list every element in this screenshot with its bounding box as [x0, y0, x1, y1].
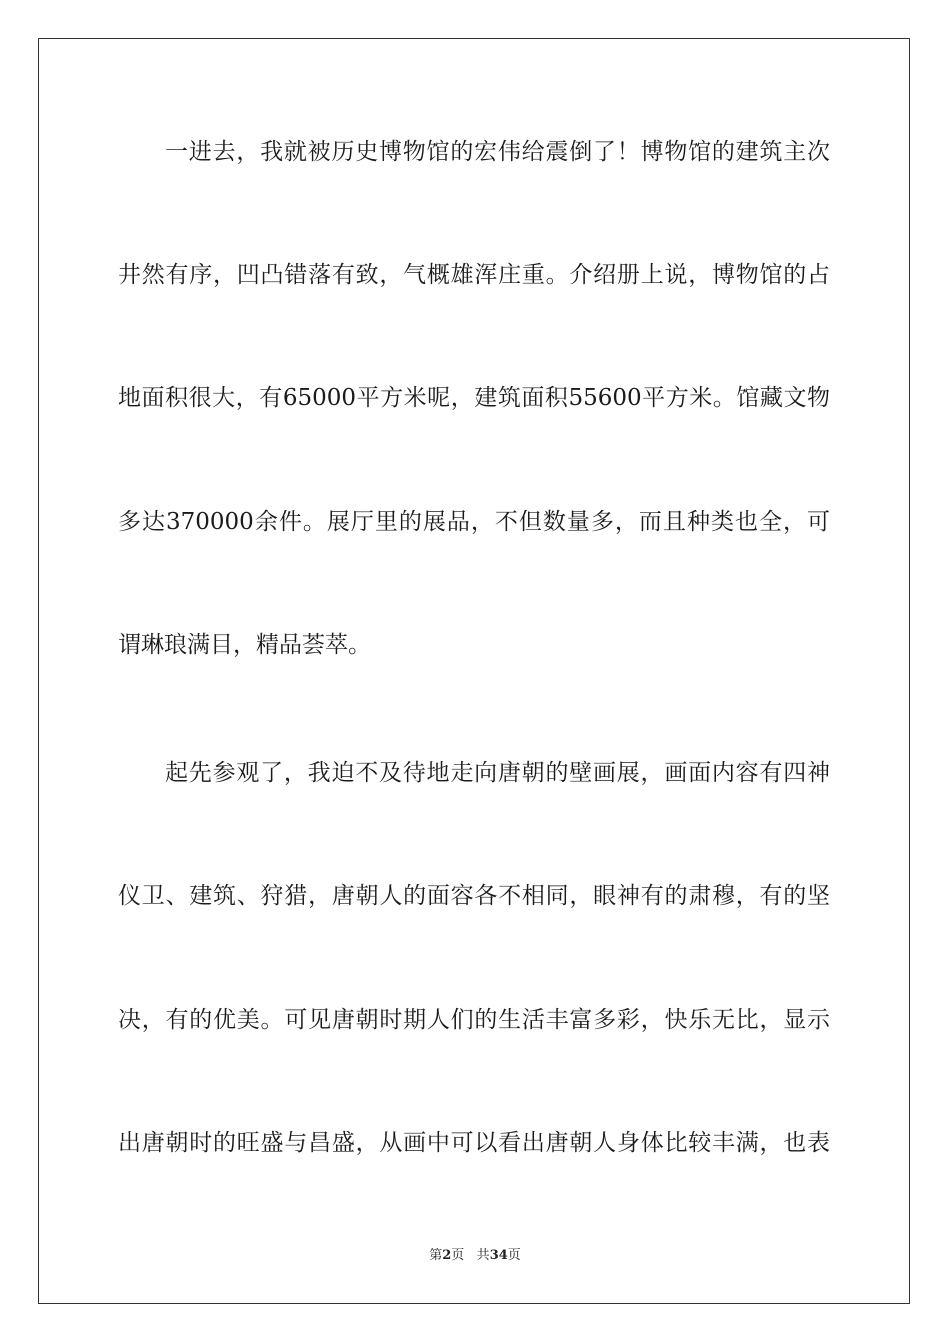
page-suffix: 页: [451, 1248, 465, 1263]
page-number: 2: [442, 1248, 452, 1263]
text-line: 起先参观了，我迫不及待地走向唐朝的壁画展，画面内容有四神: [165, 760, 830, 786]
text-line: 仪卫、建筑、狩猎，唐朝人的面容各不相同，眼神有的肃穆，有的坚: [118, 883, 830, 909]
text-line: 决，有的优美。可见唐朝时期人们的生活丰富多彩，快乐无比，显示: [118, 1007, 830, 1033]
page-border: [38, 38, 910, 1304]
text-line: 一进去，我就被历史博物馆的宏伟给震倒了！博物馆的建筑主次: [165, 139, 830, 165]
page-prefix: 第: [429, 1248, 443, 1263]
total-prefix: 共: [476, 1248, 490, 1263]
total-pages: 34: [489, 1248, 508, 1263]
text-line: 多达370000余件。展厅里的展品，不但数量多，而且种类也全，可: [118, 509, 830, 535]
text-line: 谓琳琅满目，精品荟萃。: [118, 632, 371, 658]
text-line: 出唐朝时的旺盛与昌盛，从画中可以看出唐朝人身体比较丰满，也表: [118, 1130, 830, 1156]
page-footer: [0, 1247, 950, 1265]
total-suffix: 页: [507, 1248, 521, 1263]
text-line: 井然有序，凹凸错落有致，气概雄浑庄重。介绍册上说，博物馆的占: [118, 262, 830, 288]
text-line: 地面积很大，有65000平方米呢，建筑面积55600平方米。馆藏文物: [118, 385, 830, 411]
